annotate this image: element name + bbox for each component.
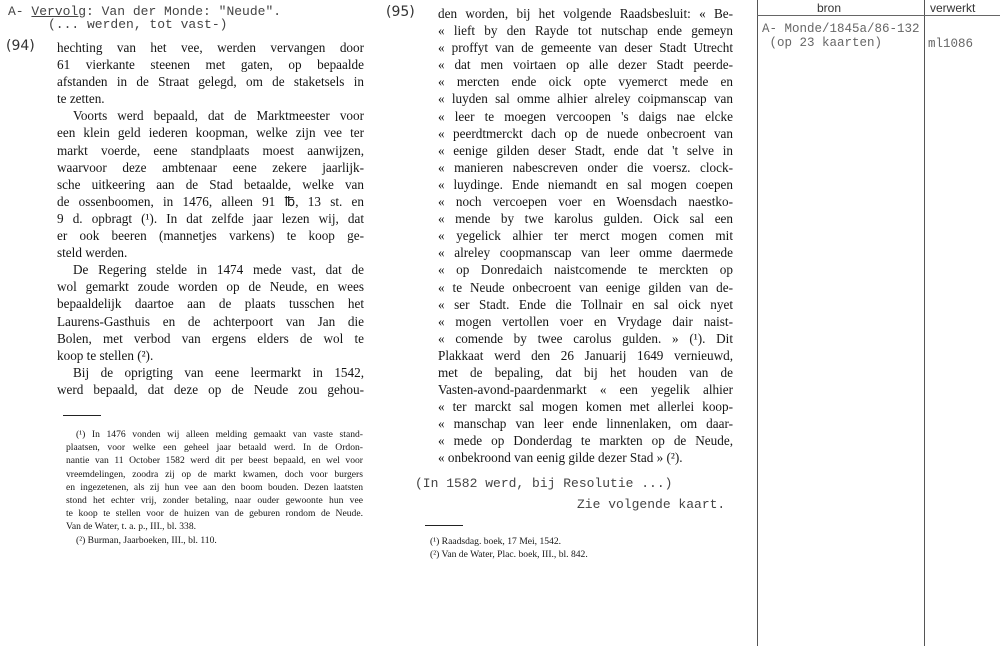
card-continuation: (... werden, tot vast-): [48, 17, 228, 32]
text-line: « te Neude onbecroent van eenige gilden van de-: [438, 279, 733, 295]
text-line: 61 vierkante steenen met gaten, op bepaalde: [57, 57, 364, 73]
text-line: « manschap van leer ende linnenlaken, om daar-: [438, 416, 733, 432]
source-line: A- Monde/1845a/86-132: [762, 22, 920, 36]
text-line: afstanden in de Straat gelegd, om de staketsels in: [57, 74, 364, 90]
page-number-right: (95): [386, 4, 415, 20]
text-line: « mercten ende oick opte vyemerct mede en: [438, 74, 733, 90]
text-line: hechting van het vee, werden vervangen door: [57, 40, 364, 55]
processed-reference: ml1086: [928, 37, 974, 51]
text-line: er ook beeren (mannetjes varkens) te koop ge-: [57, 228, 364, 244]
text-line: « comende by twee carolus gulden. » (¹). Dit: [438, 330, 733, 346]
text-line: De Regering stelde in 1474 mede vast, dat de: [73, 262, 364, 278]
text-line: te zetten.: [57, 91, 105, 107]
text-line: de ossenboomen, in 1476, alleen 91 ℔, 13 st. en: [57, 193, 364, 209]
footnote-line: nantie van 11 October 1582 werd dit per beest bepaald, en wel voor: [66, 455, 363, 467]
text-line: « noch vercoepen voer en Woensdach naestko-: [438, 194, 733, 210]
footnote-line: stond het echter vrij, zonder betaling, naar ouder gewoonte hun vee: [66, 495, 363, 507]
footnote-line: en ingezetenen, als zij hun vee aan den boom bouden. Dezen laatsten: [66, 481, 363, 493]
text-line: « alreley coopmanscap van leer omme daermede: [438, 245, 733, 261]
text-line: « luyden sal omme alhier alreley coipmanscap van: [438, 91, 733, 107]
text-line: steld werden.: [57, 245, 128, 261]
text-line: Plakkaat werd den 26 Januarij 1649 vernieuwd,: [438, 347, 733, 363]
table-border-middle: [924, 0, 925, 646]
typed-continuation: (In 1582 werd, bij Resolutie ...): [415, 476, 673, 491]
text-line: « eenige gilden deser Stadt, ende dat 't selve in: [438, 142, 733, 158]
left-footnotes: [66, 428, 363, 547]
text-line: « peerdtmerckt dach op de nuede onbecroent van: [438, 125, 733, 141]
text-line: « manieren nabescreven onder die voersz. clock-: [438, 159, 733, 175]
card-prefix: A-: [8, 4, 24, 19]
text-line: « op Donredaich naistcomende te merckten op: [438, 262, 733, 278]
footnote-divider-left: [63, 415, 101, 416]
text-line: « yegelick alhier ter merct mogen comen mit: [438, 228, 733, 244]
footnote-line: vreemdelingen, zoodra zij op de markt kwamen, doch voor burgers: [66, 468, 363, 480]
card-title: : Van der Monde: "Neude".: [86, 4, 282, 19]
text-line: « mede op Donderdag te markten op de Neude,: [438, 433, 733, 449]
text-line: Laurens-Gasthuis en de achterpoort van Jan die: [57, 313, 364, 329]
text-line: 9 d. opbragt (¹). In dat zelfde jaar lezen wij, dat: [57, 210, 364, 226]
text-line: Bij de oprigting van eene leermarkt in 1542,: [73, 364, 364, 380]
text-line: « ter marckt sal mogen komen met allerlei koop-: [438, 399, 733, 415]
text-line: « mogen vertollen voer en Vrydage dair naist-: [438, 313, 733, 329]
left-column-text: [57, 39, 364, 398]
table-header-verwerkt: verwerkt: [930, 1, 976, 15]
right-column-text: [438, 5, 733, 467]
text-line: « leer te moegen vercoopen 's daigs nae elcke: [438, 108, 733, 124]
footnote-line: plaatsen, voor welke een geheel jaar betaald werd. In de Ordon-: [66, 442, 363, 454]
footnote-line: Van de Water, t. a. p., III., bl. 338.: [66, 521, 197, 533]
text-line: werd bepaald, dat deze op de Neude zou gehou-: [57, 381, 364, 397]
text-line: « mende by twe karolus gulden. Oick sal een: [438, 211, 733, 227]
text-line: waarvoor deze ambtenaar eene zekere jaarlijk-: [57, 159, 364, 175]
footnote-line: (¹) Raadsdag. boek, 17 Mei, 1542.: [430, 536, 562, 547]
right-footnotes: [430, 535, 588, 561]
text-line: « lieft by den Rayde tot nutschap ende gemeyn: [438, 23, 733, 39]
text-line: den worden, bij het volgende Raadsbesluit: « Be-: [438, 6, 733, 21]
text-line: bepaaldelijk daartoe aan de plaats tusschen het: [57, 296, 364, 312]
footnote-line: (²) Burman, Jaarboeken, III., bl. 110.: [76, 534, 217, 546]
footnote-line: te koop te stellen voor de huizen van de geburen rondom de Neude.: [66, 508, 363, 520]
text-line: « proffyt van de gemeente van deser Stadt Utrecht: [438, 40, 733, 56]
text-line: « onbekroond van eenig gilde dezer Stad » (²).: [438, 450, 683, 466]
text-line: Vasten-avond-paardenmarkt « een yegelik alhier: [438, 382, 733, 398]
text-line: markt voerde, eene standplaats moest aanwijzen,: [57, 142, 364, 158]
next-card-note: Zie volgende kaart.: [577, 497, 726, 512]
source-reference: [762, 22, 920, 50]
page-number-left: (94): [6, 38, 35, 54]
footnote-divider-right: [425, 525, 463, 526]
footnote-line: (²) Van de Water, Plac. boek, III., bl. 842.: [430, 549, 588, 561]
table-header-bron: bron: [817, 1, 842, 15]
text-line: Bolen, met verbod van ergens elders de wol te: [57, 330, 364, 346]
text-line: « luydinge. Ende niemandt en sal mogen coepen: [438, 176, 733, 192]
card-label: Vervolg: [31, 4, 87, 19]
text-line: een klein geld iederen koopman, welke zijn vee ter: [57, 125, 364, 141]
text-line: koop te stellen (²).: [57, 347, 154, 363]
text-line: « dat men voirtaen op alle dezer Stadt peerde-: [438, 57, 733, 73]
table-header-rule: [757, 15, 1000, 16]
text-line: wol gemarkt zoude worden op de Neude, en wees: [57, 279, 364, 295]
source-line: (op 23 kaarten): [762, 36, 883, 50]
table-border-left: [757, 0, 758, 646]
text-line: met de bepaling, dat bij het houden van de: [438, 364, 733, 380]
text-line: « ser Stadt. Ende die Tollnair en sal oick nyet: [438, 296, 733, 312]
footnote-line: (¹) In 1476 vonden wij alleen melding gemaakt van vaste stand-: [76, 429, 363, 440]
text-line: Voorts werd bepaald, dat de Marktmeester voor: [73, 108, 364, 124]
text-line: sche uitkeering aan de Stad betaalde, welke van: [57, 176, 364, 192]
